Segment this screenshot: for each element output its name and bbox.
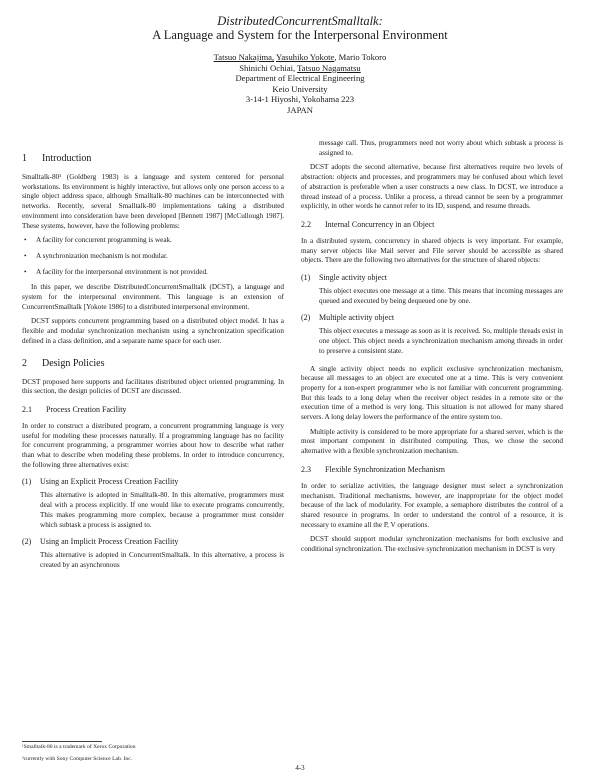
alternative-number: (2): [301, 313, 311, 323]
alternative-2-heading: [22, 537, 284, 547]
alternative-1-heading: [22, 477, 284, 487]
title-line-1: DistributedConcurrentSmalltalk:: [217, 14, 383, 28]
paragraph: Smalltalk-80¹ (Goldberg 1983) is a language and system centered for personal workstations. Its environment is highly interactive, but allows only one person access to a single object address space, although Smalltalk-80 machines can be interconnected with networks. Recently, several Smalltalk-80 implementations taking a distributed environment into consideration have been developed [Bennett 1987] [McCullough 1987]. These systems, however, have the following problems:: [22, 173, 284, 230]
subsection-title: Process Creation Facility: [46, 404, 127, 414]
paragraph: In order to construct a distributed program, a concurrent programming language is very useful for modeling these processes naturally. If a programming language has no facility for concurrent programming, a programmer worries about how to describe what rather than what to describe when modeling these problems. In order to introduce concurrency, the following three alternatives exist:: [22, 421, 284, 469]
paper-header: [0, 14, 600, 116]
author-separator: ,: [292, 62, 298, 73]
section-2-heading: [22, 358, 284, 370]
author-nakajima: Tatsuo Nakajima,: [213, 52, 275, 62]
paragraph: In order to serialize activities, the language designer must select a synchronization mechanism. Traditional mechanisms, however, are inappropriate for the object model because of the lack of modularity. For example, a semaphore distributes the control of a shared resource in programs. In order to understand the control of a resource, it is necessary to examine all the P, V operations.: [301, 481, 563, 529]
left-column: [22, 142, 284, 576]
author-ochiai: Shinichi Ochiai: [239, 62, 293, 73]
page-number: 4-3: [295, 764, 305, 772]
alternative-title: Single activity object: [319, 273, 387, 283]
alternative-body: This alternative is adopted in ConcurrentSmalltalk. In this alternative, a process is created by an asynchronous: [40, 551, 284, 569]
paragraph: DCST should support modular synchronization mechanisms for both exclusive and conditional synchronization. The exclusive synchronization mechanism in DCST is very: [301, 535, 563, 554]
section-number: 2: [22, 357, 27, 369]
alternative-body: This alternative is adopted in Smalltalk-80. In this alternative, programmers must deal with a process explicitly. If one would like to execute programs concurrently, This makes programming more complex, because a programmer must consider which subtask a process is assigned to.: [40, 491, 284, 529]
alternative-title: Multiple activity object: [319, 313, 395, 323]
bullet-item: • A facility for the interpersonal environment is not provided.: [22, 268, 284, 278]
shared-object-alt-2-heading: [301, 313, 563, 323]
alternative-title: Using an Explicit Process Creation Facility: [40, 477, 179, 487]
paragraph: In a distributed system, concurrency in shared objects is very important. For example, many server objects like Mail server and File server should be accessible as shared objects. There are the following two alternatives for the structure of shared objects:: [301, 236, 563, 265]
author-yokote: Yasuhiko Yokote: [275, 52, 335, 62]
subsection-2-2-heading: [301, 220, 563, 230]
paragraph: message call. Thus, programmers need not worry about which subtask a process is assigned to.: [319, 139, 563, 157]
alternative-number: (1): [22, 477, 32, 487]
footnote-divider: [22, 741, 102, 742]
paragraph: DCST adopts the second alternative, because first alternatives require two levels of abstraction: objects and processes, and programmers may be confused about which level of abstraction is preferable when a user constructs a new class. In DCST, we introduce a thread instead of a process. Unlike a process, a thread cannot be seen by a programmer explicitly, in other words he cannot refer to its ID, suspend, and resume threads.: [301, 163, 563, 211]
footnote: ¹Smalltalk-80 is a trademark of Xerox Corporation: [22, 744, 136, 750]
subsection-number: 2.1: [22, 404, 32, 414]
subsection-number: 2.2: [301, 219, 311, 229]
section-number: 1: [22, 153, 27, 164]
paragraph: DCST supports concurrent programming based on a distributed object model. It has a flexible and modular synchronization mechanism using a synchronization specification defined in a class definition, and a separate name space for each user.: [22, 317, 284, 345]
title-line-2: A Language and System for the Interpersonal Environment: [152, 28, 448, 42]
authors-line-2: [0, 63, 600, 74]
subsection-title: Flexible Synchronization Mechanism: [325, 464, 445, 474]
paragraph: In this paper, we describe DistributedConcurrentSmalltalk (DCST), a language and system for the interpersonal environment. This language is an extension of ConcurrentSmalltalk [Yokote 1986] to a distributed interpersonal environment.: [22, 283, 284, 311]
affiliation-country: JAPAN: [287, 104, 313, 115]
alternative-number: (1): [301, 273, 311, 283]
section-title: Design Policies: [42, 357, 105, 369]
section-1-heading: [22, 153, 284, 165]
alternative-title: Using an Implicit Process Creation Facility: [40, 537, 179, 547]
subsection-2-1-heading: [22, 405, 284, 415]
right-column: [301, 139, 563, 560]
alternative-number: (2): [22, 537, 32, 547]
authors-line-1: [0, 52, 600, 63]
subsection-2-3-heading: [301, 465, 563, 475]
paragraph: Multiple activity is considered to be more appropriate for a shared server, which is the most important component in distributed computing. Thus, we chose the second alternative with a flexible synchronization mechanism.: [301, 427, 563, 456]
section-title: Introduction: [42, 153, 92, 164]
affiliation-address: 3-14-1 Hiyoshi, Yokohama 223: [245, 94, 355, 105]
affiliation-university: Keio University: [272, 83, 328, 94]
alternative-body: This object executes one message at a time. This means that incoming messages are queued and executed by being dequeued one by one.: [319, 287, 563, 305]
subsection-number: 2.3: [301, 464, 311, 474]
author-nagamatsu: Tatsuo Nagamatsu: [297, 62, 361, 73]
footnote: ²currently with Sony Computer Science Lab. Inc.: [22, 756, 133, 762]
alternative-body: This object executes a message as soon as it is received. So, multiple threads exist in one object. This object needs a synchronization mechanism among threads in order to preserve a consistent state.: [319, 327, 563, 355]
bullet-item: • A synchronization mechanism is not modular.: [22, 252, 284, 262]
subsection-title: Internal Concurrency in an Object: [325, 219, 435, 229]
paragraph: A single activity object needs no explicit exclusive synchronization mechanism, because all messages to an object are executed one at a time. This is very convenient property for a non-expert programmer who is not familiar with concurrent programming. But this leads to a long delay when the receiver object resides in a remote site or the execution time of a method is very long. This situation is not allowed for many shared servers. A long delay lowers the performance of the entire system too.: [301, 364, 563, 422]
bullet-item: • A facility for concurrent programming is weak.: [22, 236, 284, 246]
author-block: [0, 52, 600, 116]
paragraph: DCST proposed here supports and facilitates distributed object oriented programming. In this section, the design policies of DCST are discussed.: [22, 377, 284, 396]
shared-object-alt-1-heading: [301, 273, 563, 283]
author-tokoro: , Mario Tokoro: [334, 52, 387, 62]
affiliation-department: Department of Electrical Engineering: [235, 73, 365, 84]
